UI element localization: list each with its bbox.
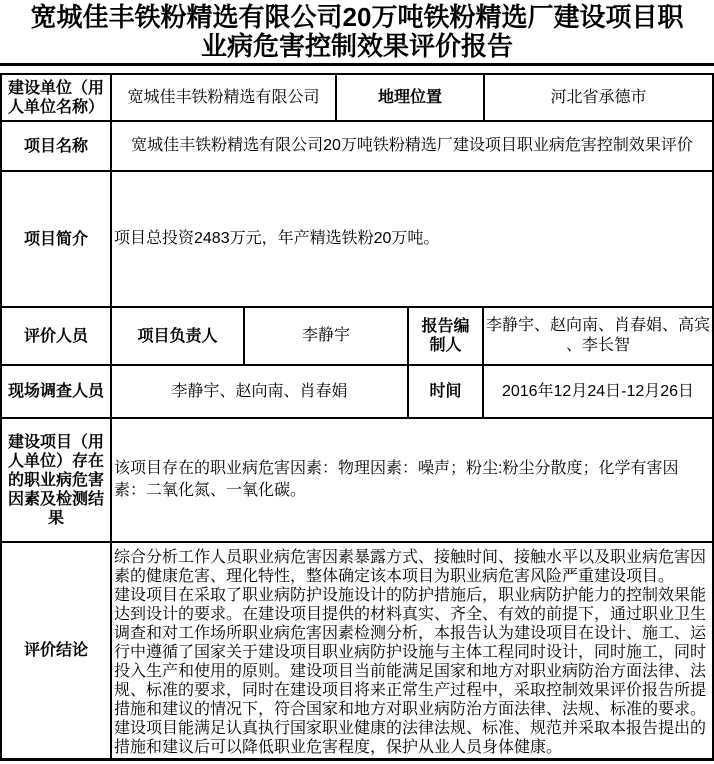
project-brief-label: 项目简介 (2, 172, 112, 308)
report-title-line1: 宽城佳丰铁粉精选有限公司20万吨铁粉精选厂建设项目职 (30, 2, 684, 32)
hazard-factors-value: 该项目存在的职业病危害因素：物理因素：噪声；粉尘:粉尘分散度；化学有害因素：二氧化氮、一氧化碳。 (112, 419, 714, 543)
row-evaluation-conclusion (2, 543, 714, 760)
project-name-value: 宽城佳丰铁粉精选有限公司20万吨铁粉精选厂建设项目职业病危害控制效果评价 (112, 122, 714, 172)
time-value: 2016年12月24日-12月26日 (484, 366, 714, 419)
site-survey-label: 现场调查人员 (2, 366, 112, 419)
project-brief-value: 项目总投资2483万元，年产精选铁粉20万吨。 (112, 172, 714, 308)
construction-unit-label: 建设单位（用人单位名称） (2, 75, 112, 122)
row-construction-unit (2, 75, 714, 122)
project-leader-value: 李静宇 (245, 308, 409, 366)
evaluation-conclusion-label: 评价结论 (2, 543, 112, 760)
construction-unit-value: 宽城佳丰铁粉精选有限公司 (112, 75, 337, 122)
time-label: 时间 (409, 366, 484, 419)
conclusion-paragraph-2: 建设项目在采取了职业病防护设施设计的防护措施后，职业病防护能力的控制效果能达到设计的要求。在建设项目提供的材料真实、齐全、有效的前提下，通过职业卫生调查和对工作场所职业病危害因素检测分析，本报告认为建设项目在设计、施工、运行中遵循了国家关于建设项目职业病防护设施与主体工程同时设计，同时施工，同时投入生产和使用的原则。建设项目当前能满足国家和地方对职业病防治方面法律、法规、标准的要求，同时在建设项目将来正常生产过程中，采取控制效果评价报告所提措施和建议的情况下，符合国家和地方对职业病防治方面法律、法规、标准的要求。建设项目能满足认真执行国家职业健康的法律法规、标准、规范并采取本报告提出的措施和建议后可以降低职业危害程度，保护从业人员身体健康。 (114, 587, 707, 756)
hazard-factors-label: 建设项目（用人单位）存在的职业病危害因素及检测结果 (2, 419, 112, 543)
project-leader-label: 项目负责人 (112, 308, 245, 366)
report-title-line2: 业病危害控制效果评价报告 (200, 31, 513, 61)
report-compilers-value: 李静宇、赵向南、肖春娟、高宾、李长智 (484, 308, 714, 366)
report-compilers-label: 报告编制人 (409, 308, 484, 366)
row-site-survey (2, 366, 714, 419)
evaluation-conclusion-value (112, 543, 714, 760)
location-label: 地理位置 (337, 75, 485, 122)
conclusion-paragraph-1: 综合分析工作人员职业病危害因素暴露方式、接触时间、接触水平以及职业病危害因素的健康危害、理化特性，整体确定该本项目为职业病危害风险严重建设项目。 (114, 549, 707, 585)
row-hazard-factors (2, 419, 714, 543)
report-table (0, 73, 714, 761)
row-project-brief (2, 172, 714, 308)
evaluation-personnel-label: 评价人员 (2, 308, 112, 366)
row-project-name (2, 122, 714, 172)
report-title (0, 0, 714, 66)
location-value: 河北省承德市 (485, 75, 714, 122)
row-evaluation-personnel (2, 308, 714, 366)
site-survey-value: 李静宇、赵向南、肖春娟 (112, 366, 409, 419)
project-name-label: 项目名称 (2, 122, 112, 172)
